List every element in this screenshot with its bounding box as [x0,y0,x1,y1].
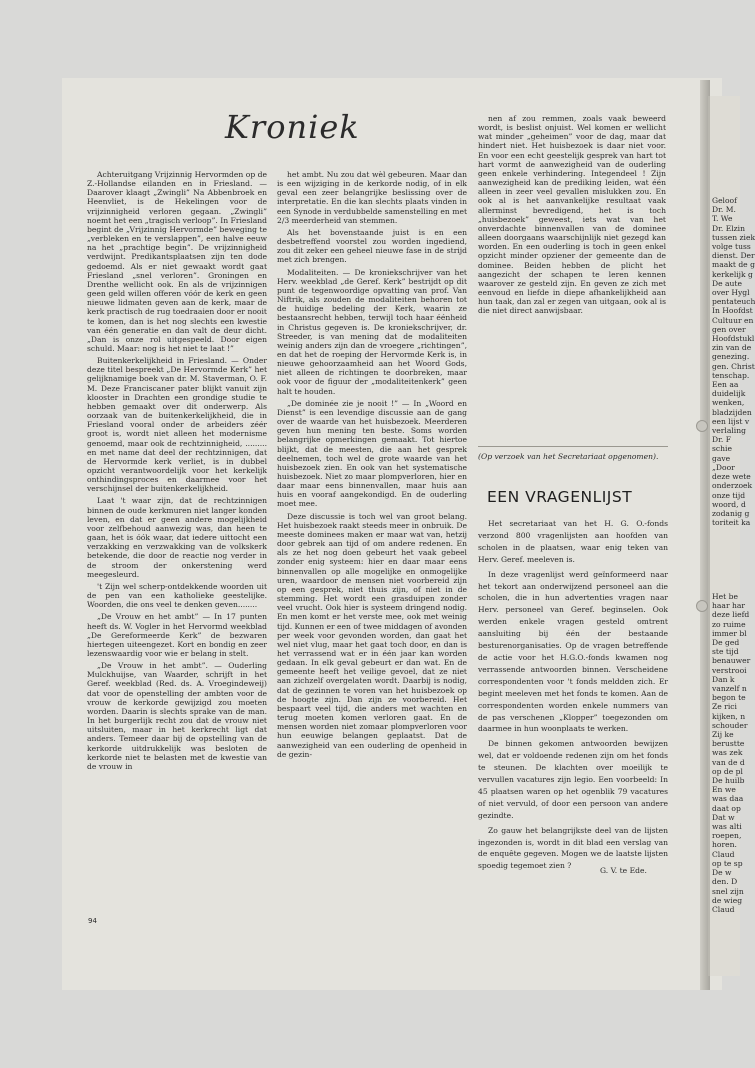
next-page-line: zodanig g [712,508,750,518]
paragraph: nen af zou remmen, zoals vaak beweerd wordt, is beslist onjuist. Wel komen er wellicht wat minder „geheimen” voor de dag, maar dat hindert niet. Het huisbezoek is daar niet voor. En voor een echt geestelijk gesprek van hart tot hart vormt de aanwezigheid van de ouderling geen enkele verhindering. Integendeel ! Zijn aanwezigheid kan de prediking leiden, wat één alleen in zeer veel gevallen mislukken zou. En ook al is het aanvankelijke resultaat vaak allerminst bevredigend, het is toch „huisbezoek” geweest, iets wat van het onverdachte binnenvallen van de dominee alleen doorgaans waarschijnlijk niet gezegd kan worden. En een ouderling is toch in geen enkel opzicht minder opziener der gemeente dan de dominee. Beiden hebben de plicht het aangezicht der schapen te leren kennen waarover ze gesteld zijn. En geven ze zich met eenvoud en liefde in diepe afhankelijkheid aan hun taak, dan zal er zegen van uitgaan, ook al is die niet direct aanwijsbaar. [478,114,666,316]
paragraph: Buitenkerkelijkheid in Friesland. — Onder deze titel bespreekt „De Hervormde Kerk” het gelijknamige boek van dr. M. Staverman, O. F. M. Deze Franciscaner pater blijkt vanuit zijn klooster in Drachten een grondige studie te hebben gemaakt over dit onderwerp. Als oorzaak van de buitenkerkelijkheid, die in Friesland vooral onder de arbeiders zéér groot is, wordt niet alleen het modernisme genoemd, maar ook de rechtzinnigheid, ......... en met name dat deel der rechtzinnigen, dat de Hervormde kerk verliet, is in dubbel opzicht verantwoordelijk voor het kerkelijk onthindingsproces en daarmee voor het verschijnsel der buitenkerkelijkheid. [87,356,267,494]
next-page-line: duidelijk [712,389,746,399]
next-page-line: schie [712,444,732,454]
next-page-line: Dr. Elzin [712,223,746,233]
next-page-text-top [712,196,755,528]
paragraph: „De Vrouw en het ambt” — In 17 punten heeft ds. W. Vogler in het Hervormd weekblad „De Gereformeerde Kerk” de bezwaren hiertegen uiteengezet. Kort en bondig en zeer lezenswaardig voor wie er belang in stelt. [87,612,267,658]
next-page-line: haar har [712,601,746,611]
paragraph: Het secretariaat van het H. G. O.-fonds verzond 800 vragenlijsten aan hoofden van scholen in de plaatsen, waar enig teken van Herv. Geref. meeleven is. [478,519,668,564]
next-page-line: „Door [712,462,735,472]
next-page-line: volge tuss [712,242,751,252]
next-page-line: gen over [712,324,746,334]
next-page-line: roepen, [712,831,742,841]
next-page-line: Claud [712,904,735,914]
next-page-line: op de pl [712,766,743,776]
next-page-line: dienst. Der [712,251,755,261]
paragraph: „De dominée zie je nooit !” — In „Woord en Dienst” is een levendige discussie aan de gang over de waarde van het huisbezoek. Meerderen geven hun mening ten beste. Soms worden belangrijke opmerkingen gemaakt. Tot hiertoe blijkt, dat de meesten, die aan het gesprek deelnemen, toch wel de grote waarde van het huisbezoek zien. En ook van het systematische huisbezoek. Niet zo maar plompverloren, hier en daar maar eens binnenvallen, maar huis aan huis en vooraf aangekondigd. En de ouderling moet mee. [277,398,467,509]
next-page-line: Claud [712,849,735,859]
next-page-line: onderzoek [712,481,753,491]
next-page-line: gave [712,453,731,463]
page-title: Kroniek [225,108,360,146]
paragraph: Als het bovenstaande juist is en een desbetreffend voorstel zou worden ingediend, zou dit zeker een geheel nieuwe fase in de strijd met zich brengen. [277,227,467,265]
binding-hole-icon [696,600,708,612]
next-page-line: gen. Christ [712,361,755,371]
next-page-line: zo ruime [712,619,746,629]
next-page-line: deze liefd [712,610,750,620]
next-page-line: tussen ziek [712,232,755,242]
next-page-line: begon te [712,693,746,703]
next-page-line: was alti [712,822,742,832]
section-divider [478,446,668,447]
next-page-line: T. We [712,214,733,224]
request-note: (Op verzoek van het Secretariaat opgenomen). [478,452,659,461]
next-page-line: was zek [712,748,743,758]
next-page-line: daat op [712,803,741,813]
next-page-line: Geloof [712,196,737,205]
next-page-line: Dr. F [712,435,731,445]
paragraph: 't Zijn wel scherp-ontdekkende woorden uit de pen van een katholieke geestelijke. Woorden, die ons veel te denken geven........ [87,581,267,610]
next-page-line: tenschap. [712,370,750,380]
next-page-line: kerkelijk g [712,269,753,279]
next-page-line: Ze rici [712,702,737,712]
paragraph: De binnen gekomen antwoorden bewijzen wel, dat er voldoende redenen zijn om het fonds te steunen. De klachten over moeilijk te vervullen vacatures zijn legio. Een voorbeeld: In 45 plaatsen waren op het ogenblik 79 vacatures of niet vervuld, of door een persoon van andere gezindte. [478,739,668,820]
next-page-line: In Hoofdst [712,306,753,316]
next-page-line: Dr. M. [712,205,736,215]
next-page-line: deze wete [712,472,751,482]
next-page-line: vanzelf n [712,684,747,694]
next-page-line: de wieg [712,895,743,905]
next-page-line: De aute [712,278,742,288]
paragraph: Deze discussie is toch wel van groot belang. Het huisbezoek raakt steeds meer in onbruik. De meeste dominees maken er maar wat van, hetzij door gebrek aan tijd of om andere redenen. En als ze het nog doen gebeurt het vaak gebeel zonder enig systeem: hier en daar maar eens binnenvallen op alle mogelijke en onmogelijke uren, waardoor de mensen niet voorbereid zijn op een gesprek, niet thuis zijn, of niet in de stemming. Het wordt een grasduipen zonder veel vrucht. Ook hier is systeem dringend nodig. En men komt er het verste mee, ook met weinig tijd. Kunnen er een of twee middagen of avonden per week voor gevonden worden, dan gaat het wel niet vlug, maar het gaat toch door, en dan is het verrassend wat er in één jaar kan worden gedaan. In elk geval gebeurt er dan wat. En de gemeente heeft het veilige gevoel, dat ze niet aan zichzelf overgelaten wordt. Daarbij is nodig, dat de gezinnen te voren van het huisbezoek op de hoogte zijn. Dan zijn ze voorbereid. Het bespaart veel tijd, die anders met wachten en terug moeten komen verloren gaat. En de mensen worden niet zomaar plompverloren voor hun eeuwige belangen geplaatst. Dat de aanwezigheid van een ouderling de openheid in de gezin- [277,511,467,759]
paragraph: In deze vragenlijst werd geïnformeerd naar het tekort aan onderwijzend personeel aan die scholen, die in hun advertenties vragen naar Herv. personeel van Geref. beginselen. Ook werden enkele vragen gesteld omtrent aansluiting bij één der bestaande besturenorganisaties. Op de vragen betreffende de actie voor het H.G.O.-fonds kwamen nog verrassende antwoorden binnen. Verscheidene correspondenten voor 't fonds meldden zich. Er begint meeleven met het fonds te komen. Aan de correspondenten worden enkele nummers van de pas verschenen „Klopper” toegezonden om daarmee in hun woonplaats te werken. [478,569,668,734]
next-page-line: kijken, n [712,711,746,721]
next-page-line: op te sp [712,858,743,868]
next-page-line: Zij ke [712,730,734,740]
next-page-line: Cultuur en [712,315,754,325]
next-page-line: snel zijn [712,886,744,896]
next-page-line: den. D [712,877,738,887]
column-2 [277,170,467,762]
paragraph: „De Vrouw in het ambt”. — Ouderling Mulckhuijse, van Waarder, schrijft in het Geref. weekblad (Red. ds. A. Vroegindeweij) dat voor de openstelling der ambten voor de vrouw de kerkorde gewijzigd zou moeten worden. Daarin is slechts sprake van de man. In het burgerlijk recht zou dat de vrouw niet uitsluiten, maar in het kerkrecht ligt dat anders. Temeer daar bij de opstelling van de kerkorde uitdrukkelijk was besloten de kerkorde niet te belasten met de kwestie van de vrouw in [87,661,267,771]
paragraph: Achteruitgang Vrijzinnig Hervormden op de Z.-Hollandse eilanden en in Friesland. — Daarover klaagt „Zwingli” Na Abbenbroek en Heenvliet, is de Hekelingen voor de vrijzinnigheid verloren gegaan. „Zwingli” noemt het een „tragisch verloop”. In Friesland begint de „Vrijzinnig Hervormde” beweging te „verbleken en te verslappen”, een halve eeuw na het „prachtige begin”. De vrijzinnigheid verdwijnt. Predikantsplaatsen zijn ten dode gedoemd. Als er niet gewaakt wordt gaat Friesland „snel verloren”. Groningen en Drenthe wellicht ook. En als de vrijzinnigen geen geld willen offeren vóór de kerk en geen nieuwe lidmaten geven aan de kerk, maar de kerk practisch de rug toedraaien door er nooit te komen, dan is het nog slechts een kwestie van één generatie en dan valt de deur dicht. „Dan is onze rol uitgespeeld. Door eigen schuld. Maar: nog is het niet te laat !” [87,170,267,353]
next-page-line: verstrooi [712,665,747,675]
next-page-line: zin van de [712,343,752,353]
next-page-line: een lijst v [712,416,750,426]
page-number: 94 [88,917,97,925]
next-page-line: berustte [712,739,745,749]
next-page-line: verlaling [712,426,746,436]
next-page-text-bottom [712,592,751,914]
next-page-line: onze tijd [712,490,746,500]
next-page-line: ste tijd [712,647,739,657]
next-page-line: Het be [712,592,738,601]
next-page-line: De huilb [712,776,745,786]
next-page-line: De w [712,868,732,878]
next-page-line: Dan k [712,674,735,684]
next-page-line: was daa [712,794,744,804]
paragraph: het ambt. Nu zou dat wèl gebeuren. Maar dan is een wijziging in de kerkorde nodig, of in elk geval een zeer belangrijke beslissing over de interpretatie. En die kan slechts plaats vinden in een Synode in verdubbelde samenstelling en met 2/3 meerderheid van stemmen. [277,170,467,225]
section-heading: EEN VRAGENLIJST [487,488,633,506]
column-1 [87,170,267,774]
next-page-line: horen. [712,840,737,850]
next-page-line: Een aa [712,380,739,390]
next-page-line: pentateuch [712,297,755,307]
next-page-line: Hoofdstukl [712,334,755,344]
next-page-line: over Hygl [712,288,750,298]
next-page-line: woord, d [712,499,746,509]
signature: G. V. te Ede. [600,866,647,875]
next-page-line: wenken, [712,398,745,408]
next-page-line: Dat w [712,812,735,822]
next-page-line: bladzijden [712,407,752,417]
next-page-line: genezing. [712,352,750,362]
next-page-line: immer bl [712,628,747,638]
paragraph: Modaliteiten. — De kroniekschrijver van het Herv. weekblad „de Geref. Kerk” bestrijdt op dit punt de tegenwoordige opvatting van prof. Van Niftrik, als zouden de modaliteiten behoren tot de huidige bedeling der Kerk, waarin ze bestaansrecht hebben, terwijl toch haar éénheid in Christus gegeven is. De kroniekschrijver, dr. Streeder, is van mening dat de modaliteiten weinig anders zijn dan de vroegere „richtingen”, en dat het de roeping der Hervormde Kerk is, in nieuwe gehoorzaamheid aan het Woord Gods, niet alleen de richtingen te doorbreken, maar ook voor de figuur der „modaliteitenkerk” geen halt te houden. [277,267,467,396]
paragraph: Laat 't waar zijn, dat de rechtzinnigen binnen de oude kerkmuren niet langer konden leven, en dat er geen andere mogelijkheid voor zelfbehoud aanwezig was, dan heen te gaan, het is óók waar, dat iedere uittocht een verzakking en verzwakking van de volkskerk betekende, die door de reactie nog verder in de stroom der onkerstening werd meegesleurd. [87,496,267,579]
next-page-line: van de d [712,757,745,767]
next-page-line: schouder [712,720,748,730]
binding-hole-icon [696,420,708,432]
next-page-line: En we [712,785,736,795]
next-page-line: maakt de g [712,260,755,270]
next-page-line: benauwer [712,656,751,666]
column-3 [478,114,666,318]
paragraph: Zo gauw het belangrijkste deel van de lijsten ingezonden is, wordt in dit blad een verslag van de enquête gegeven. Mogen we de laatste lijsten spoedig tegemoet zien ? [478,825,668,871]
next-page-line: De ged [712,638,740,648]
vragenlijst-body [478,518,668,875]
next-page-line: toriteit ka [712,518,751,528]
